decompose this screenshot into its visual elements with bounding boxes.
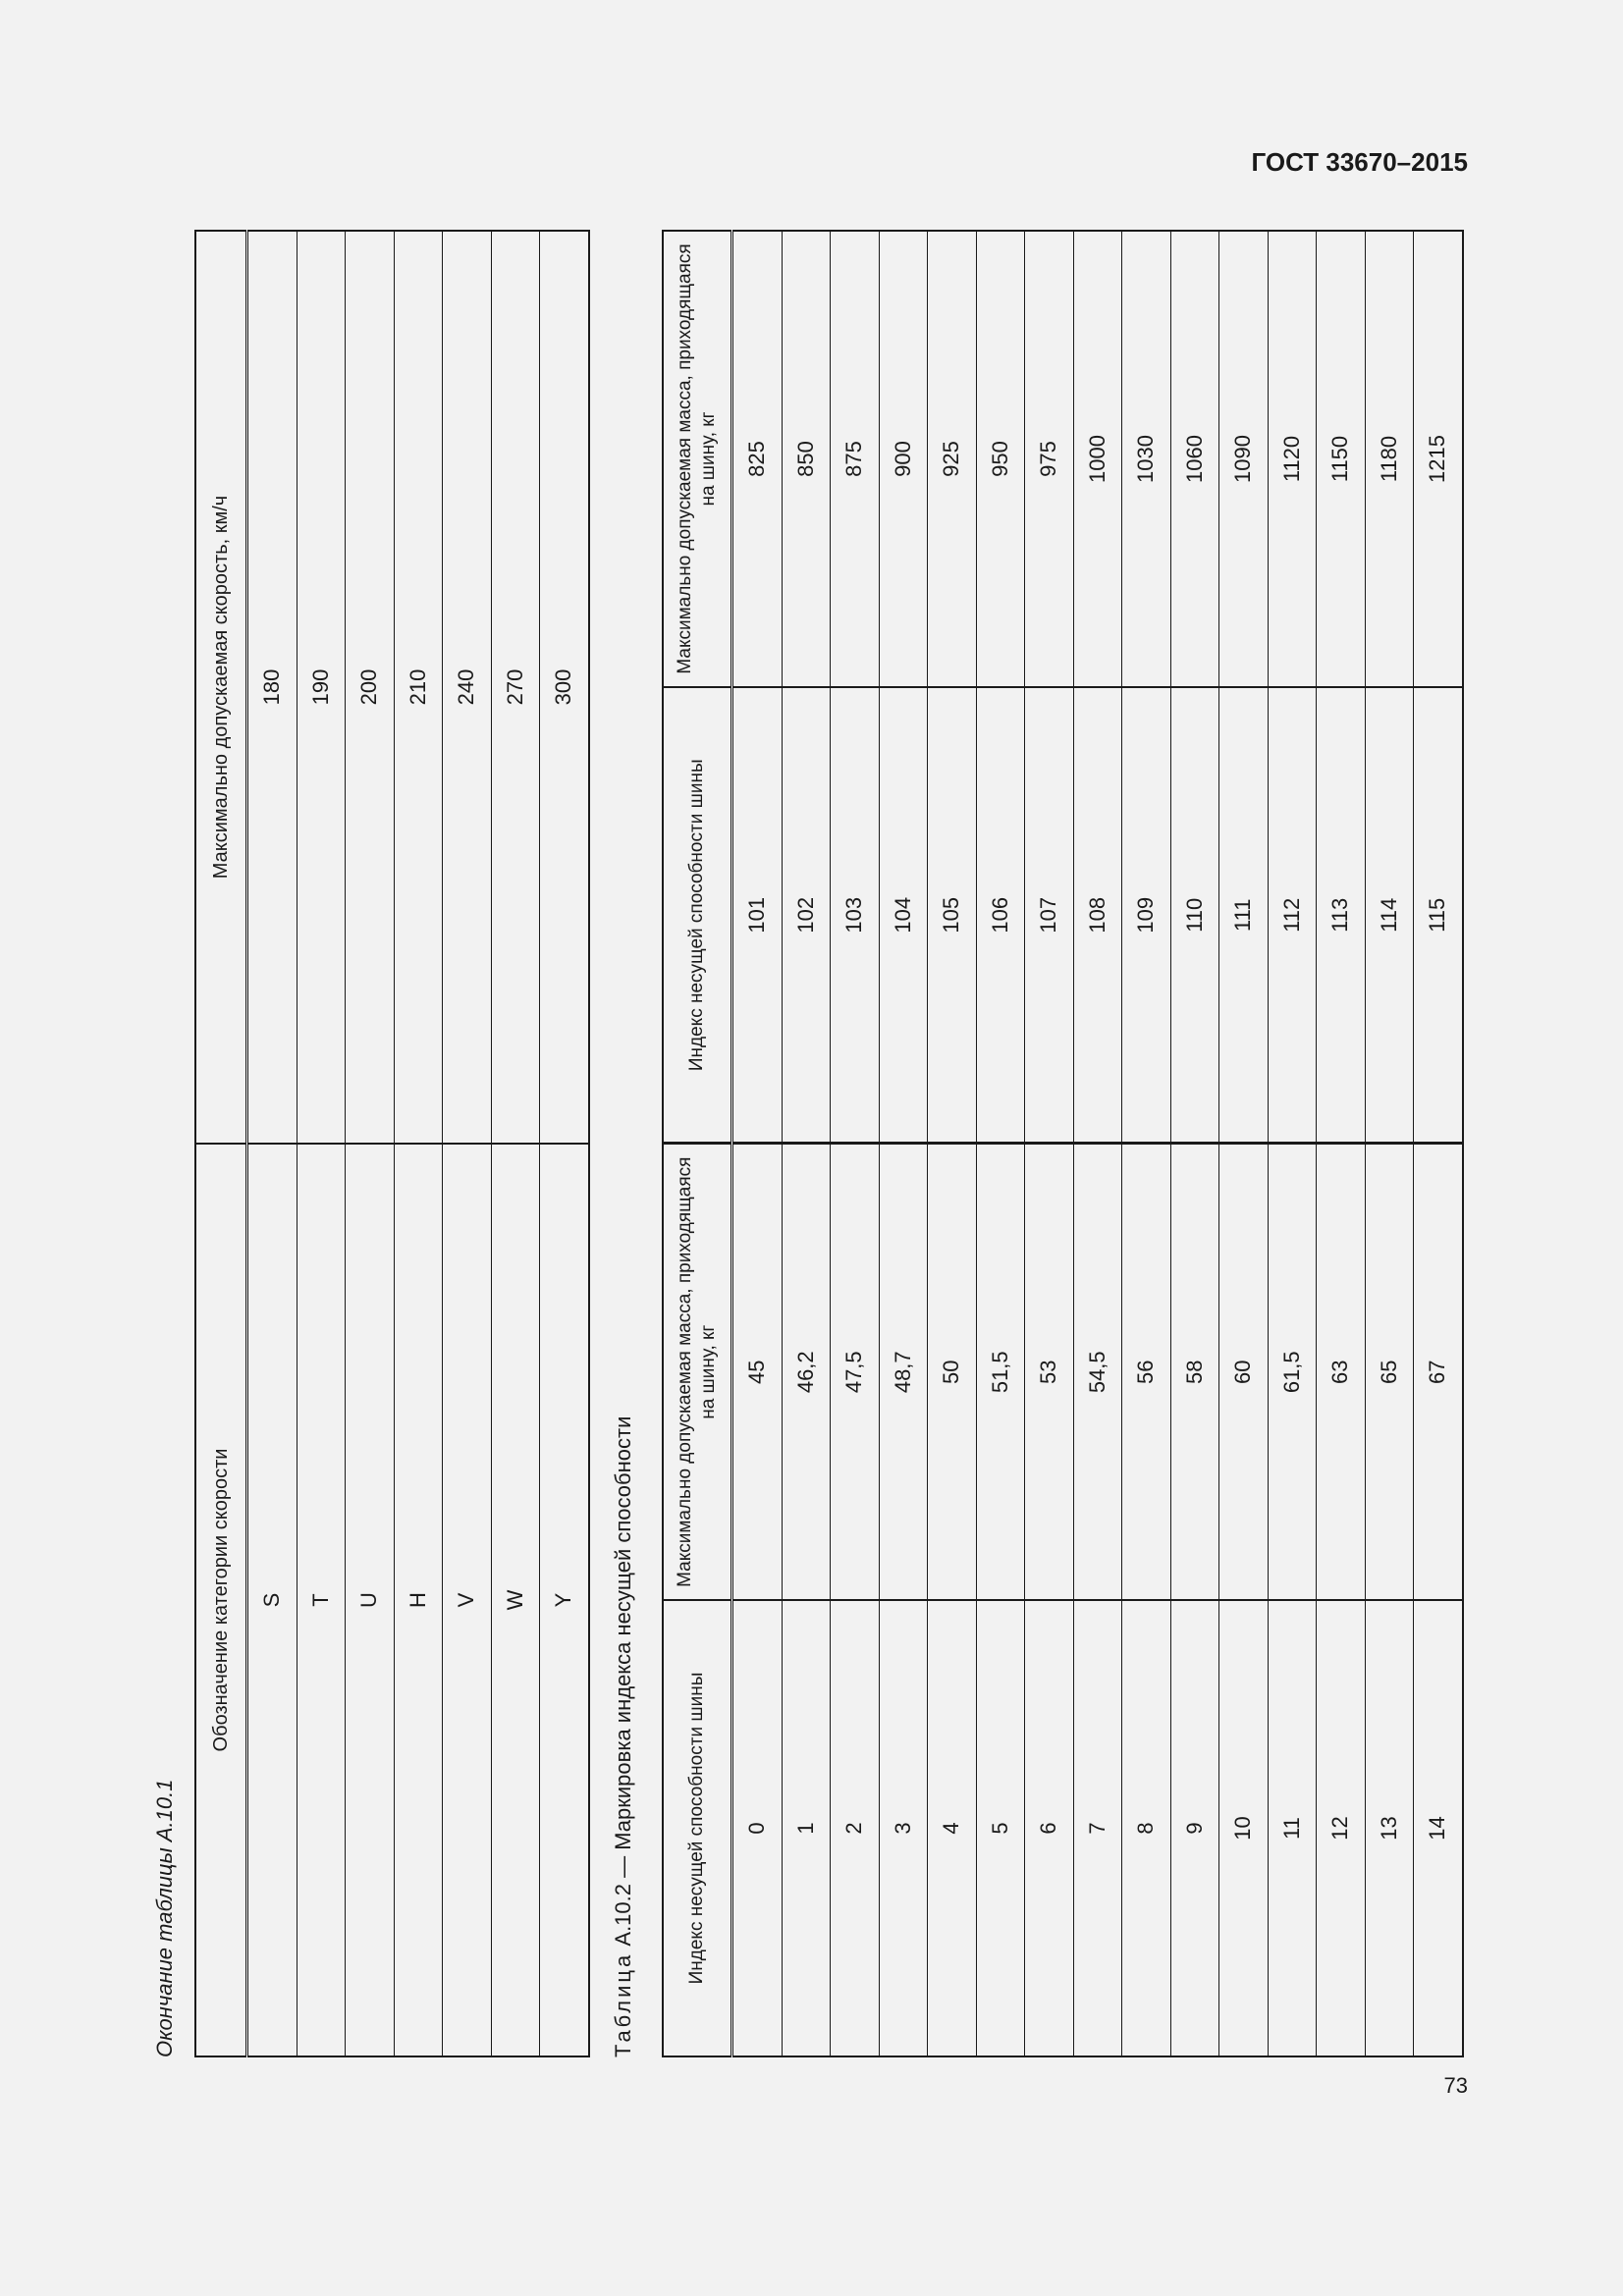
- max-mass-cell: 67: [1414, 1144, 1463, 1600]
- max-mass-cell: 56: [1122, 1144, 1171, 1600]
- max-speed-cell: 240: [443, 231, 492, 1144]
- table-row: [782, 231, 831, 2056]
- table2-header-mass-b: Максимально допускаемая масса, приходящаяся на шину, кг: [663, 231, 732, 687]
- table2-caption-text: А.10.2 — Маркировка индекса несущей способности: [611, 1415, 635, 1947]
- table-row: [976, 231, 1025, 2056]
- max-mass-cell: 825: [732, 231, 783, 687]
- load-index-cell: 8: [1122, 1600, 1171, 2056]
- load-index-cell: 110: [1170, 687, 1219, 1144]
- table-row: [1317, 231, 1366, 2056]
- max-mass-cell: 900: [879, 231, 928, 687]
- load-index-cell: 107: [1025, 687, 1074, 1144]
- max-mass-cell: 1180: [1365, 231, 1414, 687]
- max-mass-cell: 45: [732, 1144, 783, 1600]
- max-speed-cell: 200: [346, 231, 395, 1144]
- speed-category-cell: V: [443, 1144, 492, 2056]
- table-row: [831, 231, 880, 2056]
- speed-category-cell: S: [247, 1144, 298, 2056]
- max-speed-cell: 300: [540, 231, 589, 1144]
- max-mass-cell: 53: [1025, 1144, 1074, 1600]
- page-number: 73: [1443, 2073, 1468, 2098]
- table-row: [443, 231, 492, 2056]
- load-index-cell: 115: [1414, 687, 1463, 1144]
- document-standard-number: ГОСТ 33670–2015: [1251, 147, 1468, 177]
- max-mass-cell: 1090: [1219, 231, 1269, 687]
- load-index-cell: 105: [928, 687, 977, 1144]
- load-index-cell: 10: [1219, 1600, 1269, 2056]
- table2-caption: [611, 1076, 636, 2057]
- max-mass-cell: 1000: [1073, 231, 1122, 687]
- load-index-cell: 14: [1414, 1600, 1463, 2056]
- max-mass-cell: 950: [976, 231, 1025, 687]
- load-index-cell: 5: [976, 1600, 1025, 2056]
- table-row: [394, 231, 443, 2056]
- table2-header-mass-a: Максимально допускаемая масса, приходящаяся на шину, кг: [663, 1144, 732, 1600]
- table1-header-category: Обозначение категории скорости: [195, 1144, 247, 2056]
- load-index-cell: 102: [782, 687, 831, 1144]
- max-mass-cell: 48,7: [879, 1144, 928, 1600]
- table-row: [1170, 231, 1219, 2056]
- max-mass-cell: 63: [1317, 1144, 1366, 1600]
- load-index-cell: 13: [1365, 1600, 1414, 2056]
- table1-caption: Окончание таблицы А.10.1: [152, 1779, 177, 2057]
- max-mass-cell: 850: [782, 231, 831, 687]
- max-mass-cell: 875: [831, 231, 880, 687]
- max-mass-cell: 1060: [1170, 231, 1219, 687]
- speed-category-cell: U: [346, 1144, 395, 2056]
- load-index-cell: 3: [879, 1600, 928, 2056]
- table-row: [1122, 231, 1171, 2056]
- load-index-cell: 103: [831, 687, 880, 1144]
- max-mass-cell: 51,5: [976, 1144, 1025, 1600]
- table-row: [491, 231, 540, 2056]
- speed-category-table: [194, 232, 590, 2057]
- max-mass-cell: 1120: [1268, 231, 1317, 687]
- max-speed-cell: 180: [247, 231, 298, 1144]
- load-index-cell: 101: [732, 687, 783, 1144]
- max-mass-cell: 1030: [1122, 231, 1171, 687]
- max-mass-cell: 65: [1365, 1144, 1414, 1600]
- table-row: [1414, 231, 1463, 2056]
- max-mass-cell: 54,5: [1073, 1144, 1122, 1600]
- load-index-cell: 6: [1025, 1600, 1074, 2056]
- table-row: [879, 231, 928, 2056]
- table2-header-index-b: Индекс несущей способности шины: [663, 687, 732, 1144]
- max-speed-cell: 210: [394, 231, 443, 1144]
- max-mass-cell: 50: [928, 1144, 977, 1600]
- max-mass-cell: 925: [928, 231, 977, 687]
- speed-category-cell: Y: [540, 1144, 589, 2056]
- table-row: [540, 231, 589, 2056]
- speed-category-cell: H: [394, 1144, 443, 2056]
- load-index-cell: 112: [1268, 687, 1317, 1144]
- max-mass-cell: 58: [1170, 1144, 1219, 1600]
- speed-category-cell: W: [491, 1144, 540, 2056]
- load-index-cell: 4: [928, 1600, 977, 2056]
- max-mass-cell: 61,5: [1268, 1144, 1317, 1600]
- load-index-table: [662, 232, 1464, 2057]
- max-speed-cell: 270: [491, 231, 540, 1144]
- max-mass-cell: 47,5: [831, 1144, 880, 1600]
- table-row: [1365, 231, 1414, 2056]
- load-index-cell: 2: [831, 1600, 880, 2056]
- load-index-cell: 7: [1073, 1600, 1122, 2056]
- speed-category-cell: T: [297, 1144, 346, 2056]
- max-mass-cell: 1150: [1317, 231, 1366, 687]
- table2-header-index-a: Индекс несущей способности шины: [663, 1600, 732, 2056]
- max-mass-cell: 46,2: [782, 1144, 831, 1600]
- load-index-cell: 108: [1073, 687, 1122, 1144]
- load-index-cell: 9: [1170, 1600, 1219, 2056]
- load-index-cell: 111: [1219, 687, 1269, 1144]
- table-row: [928, 231, 977, 2056]
- table-row: [732, 231, 783, 2056]
- table-row: [1073, 231, 1122, 2056]
- load-index-cell: 106: [976, 687, 1025, 1144]
- load-index-cell: 0: [732, 1600, 783, 2056]
- max-mass-cell: 60: [1219, 1144, 1269, 1600]
- table-row: [1268, 231, 1317, 2056]
- load-index-cell: 104: [879, 687, 928, 1144]
- table-row: [1025, 231, 1074, 2056]
- table-row: [1219, 231, 1269, 2056]
- load-index-cell: 12: [1317, 1600, 1366, 2056]
- load-index-cell: 1: [782, 1600, 831, 2056]
- max-speed-cell: 190: [297, 231, 346, 1144]
- table2-caption-prefix: Таблица: [611, 1951, 635, 2057]
- max-mass-cell: 1215: [1414, 231, 1463, 687]
- table-row: [297, 231, 346, 2056]
- load-index-cell: 109: [1122, 687, 1171, 1144]
- load-index-cell: 113: [1317, 687, 1366, 1144]
- table-row: [346, 231, 395, 2056]
- table-row: [247, 231, 298, 2056]
- load-index-cell: 11: [1268, 1600, 1317, 2056]
- load-index-cell: 114: [1365, 687, 1414, 1144]
- table1-header-speed: Максимально допускаемая скорость, км/ч: [195, 231, 247, 1144]
- max-mass-cell: 975: [1025, 231, 1074, 687]
